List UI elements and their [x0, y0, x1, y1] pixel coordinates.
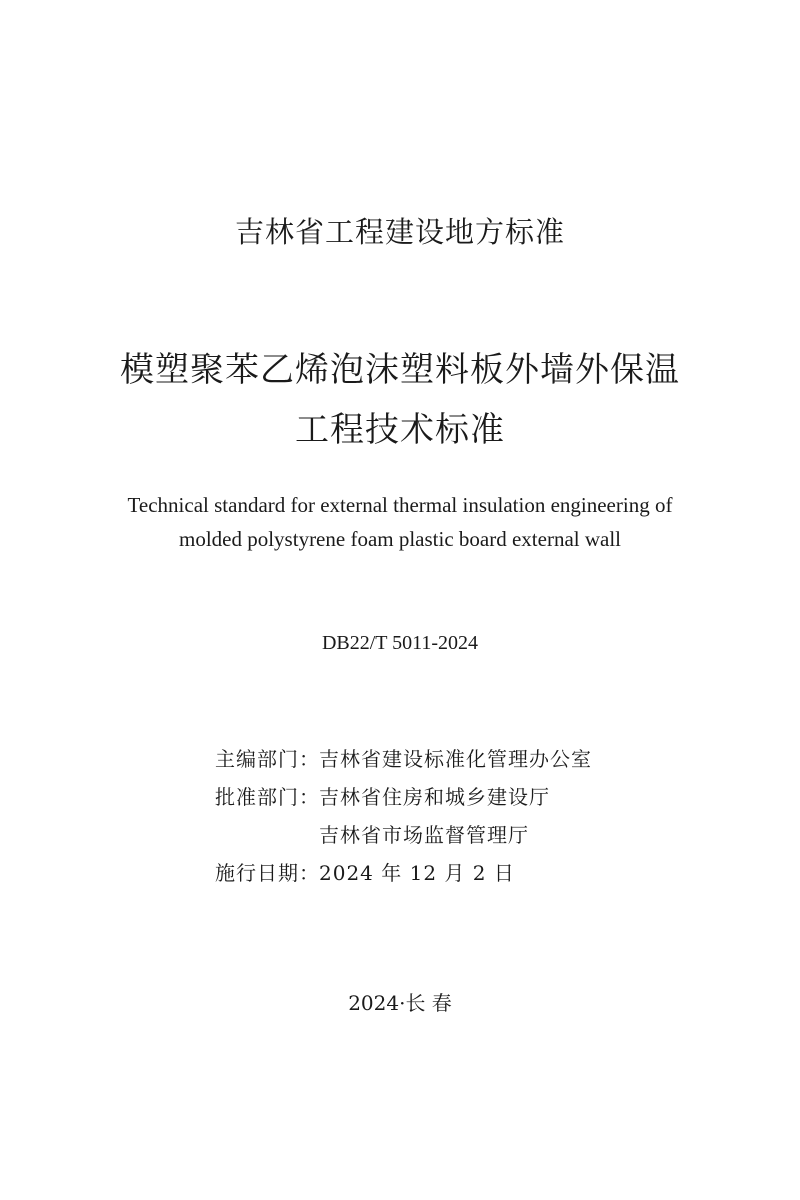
english-title — [0, 488, 800, 556]
approver-value-2: 吉林省市场监督管理厅 — [319, 823, 529, 847]
date-value: 2024 年 12 月 2 日 — [319, 861, 515, 885]
approver-value-1: 吉林省住房和城乡建设厅 — [319, 785, 550, 809]
editor-value: 吉林省建设标准化管理办公室 — [319, 747, 592, 771]
chinese-title-line-2: 工程技术标准 — [295, 410, 505, 450]
standard-code: DB22/T 5011-2024 — [321, 632, 479, 654]
editor-label: 主编部门： — [215, 747, 320, 771]
chinese-title-line-1: 模塑聚苯乙烯泡沫塑料板外墙外保温 — [120, 350, 680, 390]
date-label: 施行日期： — [215, 861, 320, 885]
approver-label-spacer — [215, 816, 319, 854]
editor-row — [215, 740, 592, 778]
approver-row-2 — [215, 816, 592, 854]
publication-place-year: 2024·长 春 — [348, 991, 452, 1015]
publication-info — [215, 740, 592, 892]
approver-row — [215, 778, 592, 816]
english-title-line-1: Technical standard for external thermal insulation engineering of — [127, 493, 673, 517]
series-title: 吉林省工程建设地方标准 — [234, 215, 565, 249]
chinese-title — [0, 340, 800, 460]
approver-label: 批准部门： — [215, 785, 320, 809]
date-row — [215, 854, 592, 892]
english-title-line-2: molded polystyrene foam plastic board external wall — [178, 527, 622, 551]
